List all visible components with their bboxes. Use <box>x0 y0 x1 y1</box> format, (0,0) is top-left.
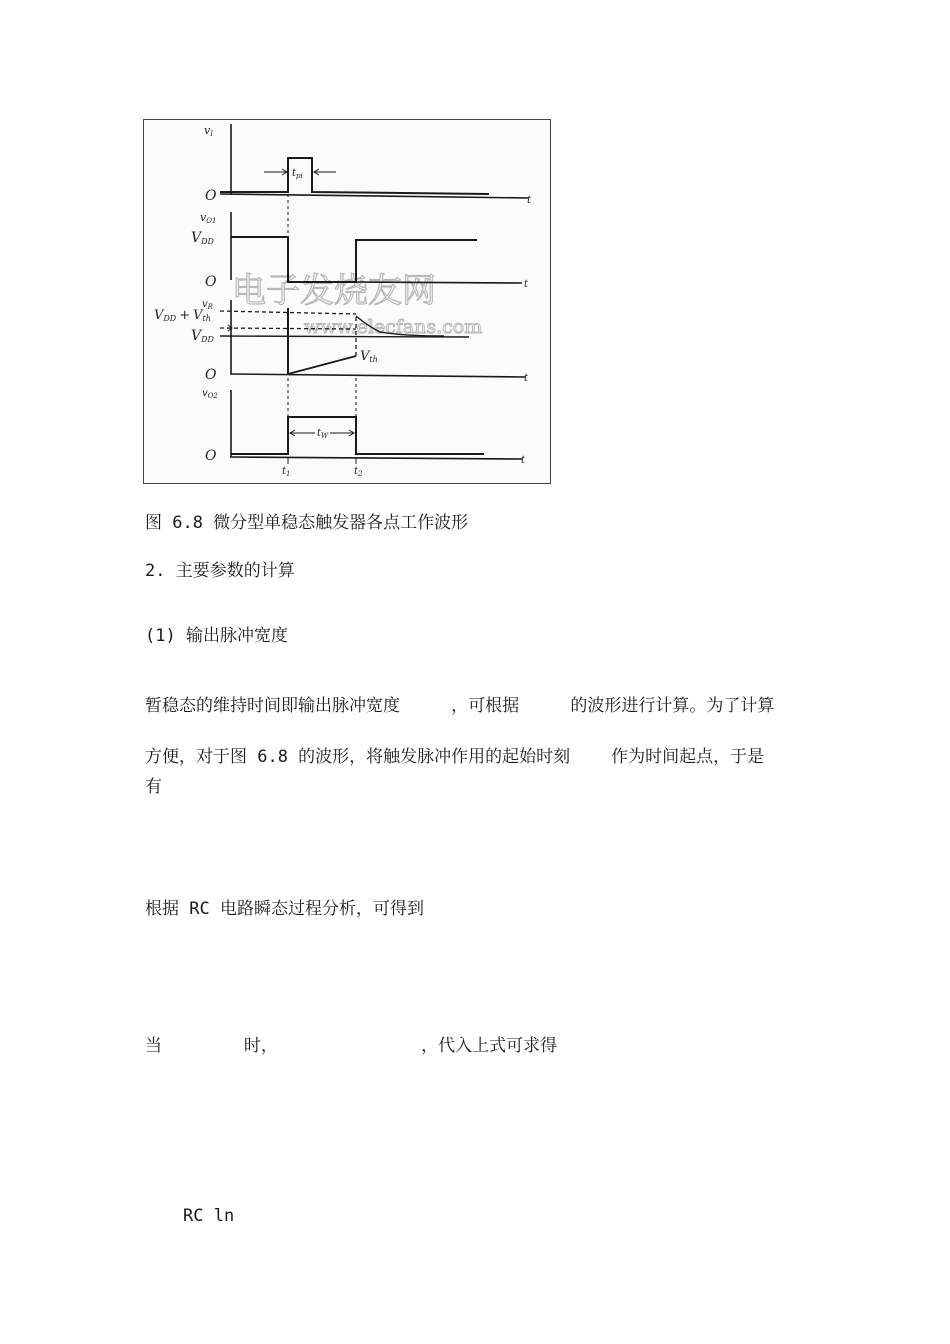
t-axis-label-3: t <box>524 373 529 384</box>
vi-label: vI <box>204 124 213 138</box>
t2-label: $t_2$ <box>354 466 363 478</box>
vdd-plus-vth-label: VDD + Vth <box>154 308 211 323</box>
paragraph-line-3: 有 <box>145 777 162 797</box>
watermark-en: www.elecfans.com <box>304 316 483 338</box>
formula-fragment: RC ln <box>183 1206 235 1226</box>
vo2-time-axis <box>230 457 522 459</box>
section-heading: 2. 主要参数的计算 <box>145 561 295 581</box>
vo1-label: vO1 <box>200 211 217 225</box>
origin-label-2: O <box>205 274 217 290</box>
watermark-cn: 电子发烧友网 <box>232 271 436 311</box>
vdd-label-2: VDD <box>191 328 214 344</box>
origin-label-4: O <box>205 448 217 464</box>
t1-label: $t_1$ <box>282 466 291 478</box>
vo2-waveform <box>231 417 484 454</box>
subsection-heading: (1) 输出脉冲宽度 <box>145 626 288 646</box>
waveform-diagram <box>144 120 550 483</box>
vo2-label: $v_{O2}$ <box>202 388 218 400</box>
paragraph-line-4: 根据 RC 电路瞬态过程分析，可得到 <box>145 899 424 919</box>
vr-time-axis <box>230 374 526 377</box>
vth-curve-label: Vth <box>360 349 378 364</box>
figure-caption: 图 6.8 微分型单稳态触发器各点工作波形 <box>145 513 469 533</box>
vo1-time-axis <box>356 282 522 283</box>
paragraph-line-1: 暂稳态的维持时间即输出脉冲宽度 ，可根据 的波形进行计算。为了计算 <box>145 696 775 716</box>
t-axis-label-1: t <box>527 195 532 206</box>
t-axis-label-2: t <box>524 279 529 290</box>
paragraph-line-5: 当 时， ，代入上式可求得 <box>145 1036 558 1056</box>
vr-charging-ramp <box>288 356 356 374</box>
tw-label: $t_W$ <box>317 428 329 440</box>
waveform-figure <box>143 119 551 484</box>
vr-label: $v_R$ <box>202 299 213 311</box>
origin-label-3: O <box>205 367 217 383</box>
vdd-label-1: VDD <box>191 230 214 246</box>
origin-label-1: O <box>205 188 217 204</box>
paragraph-line-2: 方便，对于图 6.8 的波形，将触发脉冲作用的起始时刻 作为时间起点，于是 <box>145 747 765 767</box>
tpi-label: $t_{pi}$ <box>292 168 303 180</box>
t-axis-label-4: t <box>521 455 526 466</box>
vi-trigger-pulse <box>220 158 489 194</box>
